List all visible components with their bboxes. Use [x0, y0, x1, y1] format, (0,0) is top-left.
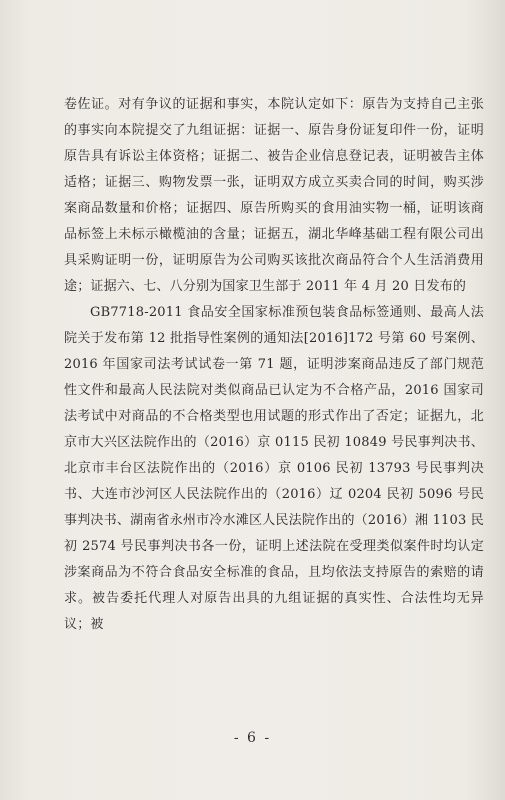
paragraph-evidence-part-1: 卷佐证。对有争议的证据和事实，本院认定如下：原告为支持自己主张的事实向本院提交了九组证据：证据一、原告身份证复印件一份，证明原告具有诉讼主体资格；证据二、被告企业信息登记表，证明被告主体适格；证据三、购物发票一张，证明双方成立买卖合同的时间，购买涉案商品数量和价格；证据四、原告所购买的食用油实物一桶，证明该商品标签上未标示橄榄油的含量；证据五，湖北华峰基础工程有限公司出具采购证明一份，证明原告为公司购买该批次商品符合个人生活消费用途；证据六、七、八分别为国家卫生部于 2011 年 4 月 20 日发布的: [64, 97, 484, 294]
page-number: - 6 -: [233, 730, 272, 746]
document-body: [64, 92, 484, 638]
paragraph-evidence-part-2: GB7718-2011 食品安全国家标准预包装食品标签通则、最高人法院关于发布第 12 批指导性案例的通知法[2016]172 号第 60 号案例、2016 年国家司法考试试卷一第 71 题，证明涉案商品违反了部门规范性文件和最高人民法院对类似商品已认定为不合格产品，2016 国家司法考试中对商品的不合格类型也用试题的形式作出了否定；证据九，北京市大兴区法院作出的（2016）京 0115 民初 10849 号民事判决书、北京市丰台区法院作出的（2016）京 0106 民初 13793 号民事判决书、大连市沙河区人民法院作出的（2016）辽 0204 民初 5096 号民事判决书、湖南省永州市冷水滩区人民法院作出的（2016）湘 1103 民初 2574 号民事判决书各一份，证明上述法院在受理类似案件时均认定涉案商品为不符合食品安全标准的食品，且均依法支持原告的索赔的请求。被告委托代理人对原告出具的九组证据的真实性、合法性均无异议；被: [64, 305, 484, 632]
